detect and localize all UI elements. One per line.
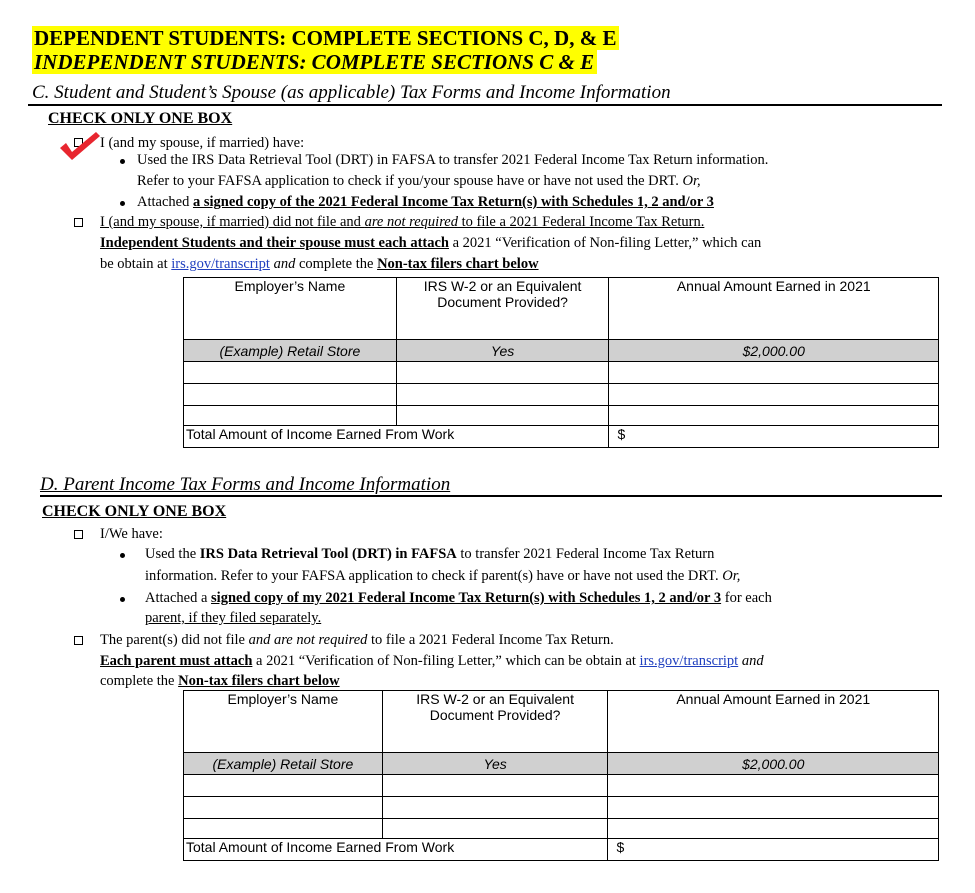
section-d-option1-label: I/We have: (100, 526, 163, 542)
independent-students-banner: INDEPENDENT STUDENTS: COMPLETE SECTIONS C & E (32, 50, 597, 74)
bullet (120, 553, 125, 558)
section-d-option2-line1: The parent(s) did not file and are not required to file a 2021 Federal Income Tax Return. (100, 632, 614, 648)
bullet (120, 597, 125, 602)
total-income-label: Total Amount of Income Earned From Work (184, 839, 608, 861)
example-cell: Yes (382, 753, 608, 775)
section-c-drt-line1: Used the IRS Data Retrieval Tool (DRT) in FAFSA to transfer 2021 Federal Income Tax Return information. (137, 152, 769, 168)
section-c-drt-line2: Refer to your FAFSA application to check if you/your spouse have or have not used the DRT. Or, (137, 173, 701, 189)
example-cell: (Example) Retail Store (184, 340, 397, 362)
dependent-students-banner: DEPENDENT STUDENTS: COMPLETE SECTIONS C, D, & E (32, 26, 619, 50)
table-cell[interactable] (184, 362, 397, 384)
section-d-title: D. Parent Income Tax Forms and Income Information (40, 474, 451, 495)
section-c-attached-line: Attached a signed copy of the 2021 Federal Income Tax Return(s) with Schedules 1, 2 and/or 3 (137, 194, 714, 210)
section-c-option2-line1: I (and my spouse, if married) did not file and are not required to file a 2021 Federal Income Tax Return. (100, 214, 705, 230)
table-cell[interactable] (609, 362, 939, 384)
table-row (184, 384, 939, 406)
example-cell: $2,000.00 (609, 340, 939, 362)
section-c-check-only-one-box: CHECK ONLY ONE BOX (48, 110, 233, 127)
column-header: Annual Amount Earned in 2021 (609, 278, 939, 340)
section-d-option2-line2: Each parent must attach a 2021 “Verification of Non-filing Letter,” which can be obtain at irs.gov/transcript and (100, 653, 764, 669)
table-cell[interactable] (184, 406, 397, 426)
bullet (120, 159, 125, 164)
section-c-title: C. Student and Student’s Spouse (as applicable) Tax Forms and Income Information (32, 82, 671, 103)
table-cell[interactable] (184, 797, 383, 819)
section-d-divider (40, 495, 942, 497)
section-c-option2-line2: Independent Students and their spouse must each attach a 2021 “Verification of Non-filing Letter,” which can (100, 235, 762, 251)
section-c-option2-line3: be obtain at irs.gov/transcript and complete the Non-tax filers chart below (100, 256, 539, 272)
column-header: IRS W-2 or an Equivalent Document Provided? (396, 278, 609, 340)
total-income-label: Total Amount of Income Earned From Work (184, 426, 609, 448)
column-header: Annual Amount Earned in 2021 (608, 691, 939, 753)
example-cell: (Example) Retail Store (184, 753, 383, 775)
column-header: Employer’s Name (184, 691, 383, 753)
irs-transcript-link[interactable]: irs.gov/transcript (639, 653, 739, 669)
table-row (184, 406, 939, 426)
table-cell[interactable] (609, 406, 939, 426)
red-checkmark-icon (58, 130, 102, 162)
table-cell[interactable] (608, 797, 939, 819)
table-cell[interactable] (609, 384, 939, 406)
column-header: IRS W-2 or an Equivalent Document Provided? (382, 691, 608, 753)
table-cell[interactable] (608, 819, 939, 839)
table-cell[interactable] (184, 384, 397, 406)
column-header: Employer’s Name (184, 278, 397, 340)
table-row (184, 797, 939, 819)
table-cell[interactable] (382, 797, 608, 819)
section-d-check-only-one-box: CHECK ONLY ONE BOX (42, 503, 227, 520)
table-cell[interactable] (382, 775, 608, 797)
example-cell: Yes (396, 340, 609, 362)
table-row (184, 775, 939, 797)
section-c-option2-checkbox[interactable] (74, 218, 83, 227)
section-c-option1-label: I (and my spouse, if married) have: (100, 135, 305, 151)
section-d-drt-line2: information. Refer to your FAFSA application to check if parent(s) have or have not used the DRT. Or, (145, 568, 741, 584)
table-cell[interactable] (184, 819, 383, 839)
section-d-attached-line2: parent, if they filed separately. (145, 610, 322, 626)
bullet (120, 201, 125, 206)
section-d-option2-checkbox[interactable] (74, 636, 83, 645)
example-cell: $2,000.00 (608, 753, 939, 775)
section-c-divider (28, 104, 942, 106)
table-cell[interactable] (382, 819, 608, 839)
irs-transcript-link[interactable]: irs.gov/transcript (171, 256, 270, 272)
table-row (184, 362, 939, 384)
table-cell[interactable] (184, 775, 383, 797)
table-row (184, 819, 939, 839)
section-d-option2-line3: complete the Non-tax filers chart below (100, 673, 340, 689)
table-cell[interactable] (396, 362, 609, 384)
total-income-value[interactable]: $ (608, 839, 939, 861)
section-d-non-tax-filers-table (183, 690, 939, 861)
section-c-non-tax-filers-table (183, 277, 939, 448)
table-cell[interactable] (396, 384, 609, 406)
section-d-attached-line1: Attached a signed copy of my 2021 Federal Income Tax Return(s) with Schedules 1, 2 and/or 3 for each (145, 590, 772, 606)
table-cell[interactable] (396, 406, 609, 426)
section-d-option1-checkbox[interactable] (74, 530, 83, 539)
total-income-value[interactable]: $ (609, 426, 939, 448)
section-d-drt-line1: Used the IRS Data Retrieval Tool (DRT) in FAFSA to transfer 2021 Federal Income Tax Return (145, 546, 715, 562)
table-cell[interactable] (608, 775, 939, 797)
